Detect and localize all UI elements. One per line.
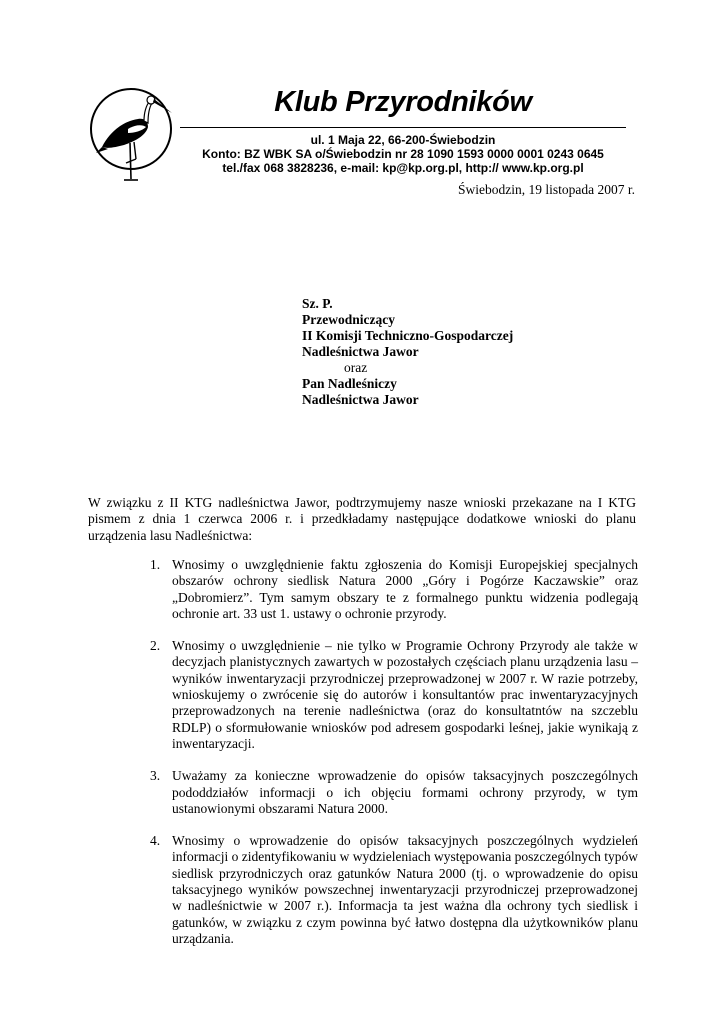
- list-item: [88, 557, 638, 622]
- list-item-text: Uważamy za konieczne wprowadzenie do opisów taksacyjnych poszczególnych pododdziałów informacji o ich objęciu formami ochrony przyrody, w tym ustanowionymi obszarami Natura 2000.: [172, 768, 638, 816]
- list-item-number: 2.: [150, 638, 161, 654]
- addressee-line: II Komisji Techniczno-Gospodarczej: [302, 328, 514, 343]
- addressee-line: Pan Nadleśniczy: [302, 376, 397, 391]
- list-item-number: 1.: [150, 557, 161, 572]
- list-item: [88, 833, 638, 947]
- list-item-text: Wnosimy o uwzględnienie – nie tylko w Programie Ochrony Przyrody ale także w decyzjach planistycznych zawartych w pozostałych częściach planu urządzenia lasu – wyników inwentaryzacji przyrodniczej przeprowadzonej w 2007 r. W razie potrzeby, wnioskujemy o zwrócenie się do autorów i konsultantów prac inwentaryzacyjnych przeprowadzonych na terenie nadleśnictwa (oraz do konsultatntów na szczeblu RDLP) o sformułowanie wniosków pod adresem gospodarki leśnej, jakie wynikają z inwentaryzacji.: [172, 638, 638, 751]
- contact-address: ul. 1 Maja 22, 66-200-Świebodzin: [310, 133, 496, 147]
- list-item: [88, 768, 638, 817]
- list-item-text: Wnosimy o wprowadzenie do opisów taksacyjnych poszczególnych wydzieleń informacji o zidentyfikowaniu w wydzieleniach występowania poszczególnych typów siedlisk przyrodniczych oraz gatunków Natura 2000 (tj. o wprowadzenie do opisu taksacyjnego wyników powszechnej inwentaryzacji przyrodniczej przeprowadzonej w nadleśnictwie w 2007 r.). Informacja ta jest ważna dla ochrony tych siedlisk i gatunków, w związku z czym powinna być łatwo dostępna dla użytkowników planu urządzania.: [172, 833, 638, 946]
- addressee-line: Przewodniczący: [302, 312, 395, 327]
- intro-paragraph: W związku z II KTG nadleśnictwa Jawor, podtrzymujemy nasze wnioski przekazane na I KTG pismem z dnia 1 czerwca 2006 r. i przedkładamy następujące dodatkowe wnioski do planu urządzenia lasu Nadleśnictwa:: [88, 495, 636, 543]
- list-item-number: 4.: [150, 833, 161, 849]
- request-list: [88, 557, 638, 963]
- contact-block: [180, 133, 626, 175]
- addressee-block: [302, 296, 513, 408]
- addressee-line: Nadleśnictwa Jawor: [302, 392, 419, 407]
- addressee-conjunction: oraz: [344, 360, 368, 375]
- list-item-number: 3.: [150, 768, 161, 784]
- letter-date: Świebodzin, 19 listopada 2007 r.: [458, 182, 635, 197]
- header-divider: [180, 127, 626, 128]
- contact-bank-account: Konto: BZ WBK SA o/Świebodzin nr 28 1090 1593 0000 0001 0243 0645: [202, 147, 604, 161]
- org-title: Klub Przyrodników: [274, 86, 532, 118]
- contact-phone-email-web: tel./fax 068 3828236, e-mail: kp@kp.org.pl, http:// www.kp.org.pl: [222, 161, 584, 175]
- stork-logo-icon: [88, 83, 174, 187]
- addressee-line: Nadleśnictwa Jawor: [302, 344, 419, 359]
- list-item-text: Wnosimy o uwzględnienie faktu zgłoszenia do Komisji Europejskiej specjalnych obszarów ochrony siedlisk Natura 2000 „Góry i Pogórze Kaczawskie” oraz „Dobromierz”. Tym samym obszary te z formalnego punktu widzenia podlegają ochronie art. 33 ust 1. ustawy o ochronie przyrody.: [172, 557, 638, 621]
- addressee-line: Sz. P.: [302, 296, 333, 311]
- list-item: [88, 638, 638, 752]
